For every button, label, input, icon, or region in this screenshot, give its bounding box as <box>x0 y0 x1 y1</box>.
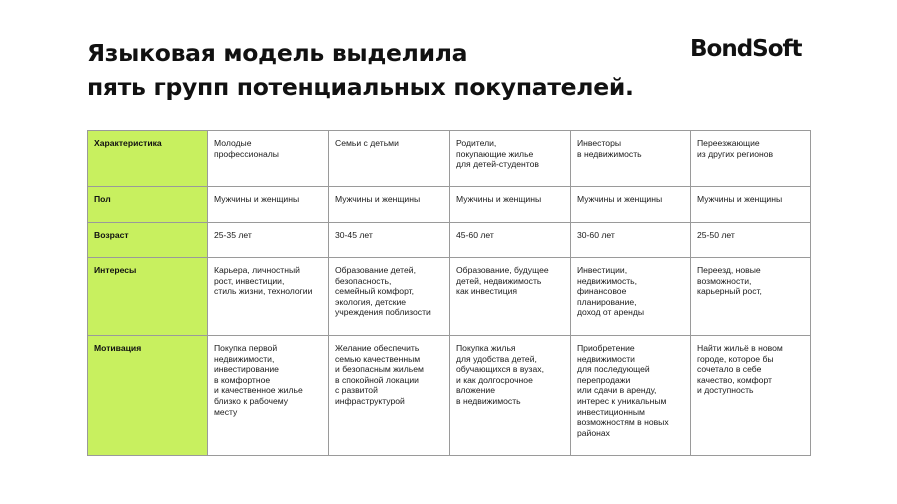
table-cell <box>571 336 691 456</box>
table-row <box>88 223 811 258</box>
cell-text-line: районах <box>577 427 610 438</box>
cell-text-line: в спокойной локации <box>335 374 419 385</box>
cell-text-line: Инвесторы <box>577 138 622 148</box>
cell-text-line: как инвестиция <box>456 286 518 297</box>
cell-text-line: 45-60 лет <box>456 230 494 240</box>
table-cell <box>329 258 450 336</box>
cell-text-line: и безопасным жильем <box>335 364 424 375</box>
cell-text-line: Мужчины и женщины <box>214 194 300 204</box>
buyer-groups-table <box>87 130 811 456</box>
cell-text-line: учреждения поблизости <box>335 307 431 318</box>
cell-text-line: профессионалы <box>214 148 279 159</box>
cell-text-line: стиль жизни, технологии <box>214 286 313 297</box>
title-line: пять групп потенциальных покупателей. <box>87 73 634 101</box>
table-cell <box>329 187 450 223</box>
cell-text-line: Семьи с детьми <box>335 138 399 148</box>
table-cell <box>691 258 811 336</box>
cell-text-line: Образование детей, <box>335 265 416 275</box>
cell-text-line: Приобретение <box>577 343 635 353</box>
cell-text-line: Родители, <box>456 138 497 148</box>
table-cell <box>208 223 329 258</box>
row-label: Возраст <box>88 223 208 258</box>
table-row <box>88 187 811 223</box>
cell-text-line: Желание обеспечить <box>335 343 420 353</box>
cell-text-line: городе, которое бы <box>697 353 774 364</box>
table-cell <box>571 131 691 187</box>
cell-text-line: инвестиционным <box>577 406 645 417</box>
table-cell <box>208 336 329 456</box>
cell-text-line: 30-60 лет <box>577 230 615 240</box>
bondsoft-logo: BondSoft <box>690 36 802 62</box>
cell-text-line: доход от аренды <box>577 307 645 318</box>
cell-text-line: рост, инвестиции, <box>214 275 285 286</box>
table-cell <box>329 336 450 456</box>
cell-text-line: безопасность, <box>335 275 392 286</box>
cell-text-line: с развитой <box>335 385 378 396</box>
cell-text-line: Мужчины и женщины <box>456 194 542 204</box>
cell-text-line: и доступность <box>697 385 754 396</box>
cell-text-line: и как долгосрочное <box>456 374 533 385</box>
cell-text-line: в недвижимость <box>456 395 521 406</box>
cell-text-line: Мужчины и женщины <box>335 194 421 204</box>
cell-text-line: месту <box>214 406 238 417</box>
table-cell <box>450 131 571 187</box>
cell-text-line: перепродажи <box>577 374 631 385</box>
cell-text-line: или сдачи в аренду, <box>577 385 657 396</box>
cell-text-line: инфраструктурой <box>335 395 405 406</box>
table-cell <box>450 223 571 258</box>
table-body <box>88 131 811 456</box>
cell-text-line: детей, недвижимость <box>456 275 542 286</box>
table-cell <box>329 131 450 187</box>
table-row <box>88 131 811 187</box>
table-cell <box>691 187 811 223</box>
cell-text-line: Переезд, новые <box>697 265 761 275</box>
table-cell <box>450 336 571 456</box>
cell-text-line: Инвестиции, <box>577 265 628 275</box>
cell-text-line: покупающие жилье <box>456 148 534 159</box>
cell-text-line: планирование, <box>577 296 637 307</box>
cell-text-line: из других регионов <box>697 148 774 159</box>
cell-text-line: возможностям в новых <box>577 417 669 428</box>
table-cell <box>208 131 329 187</box>
cell-text-line: интерес к уникальным <box>577 395 667 406</box>
cell-text-line: сочетало в себе <box>697 364 762 375</box>
cell-text-line: Мужчины и женщины <box>697 194 783 204</box>
cell-text-line: вложение <box>456 385 496 396</box>
cell-text-line: для детей-студентов <box>456 159 539 170</box>
cell-text-line: Образование, будущее <box>456 265 549 275</box>
table-cell <box>691 131 811 187</box>
table-cell <box>208 187 329 223</box>
cell-text-line: недвижимости <box>577 353 635 364</box>
table-cell <box>450 187 571 223</box>
page-title <box>87 36 634 104</box>
table-row <box>88 258 811 336</box>
cell-text-line: семью качественным <box>335 353 421 364</box>
table-cell <box>691 336 811 456</box>
cell-text-line: недвижимости, <box>214 353 275 364</box>
cell-text-line: качество, комфорт <box>697 374 772 385</box>
cell-text-line: 25-50 лет <box>697 230 735 240</box>
cell-text-line: 30-45 лет <box>335 230 373 240</box>
row-label: Пол <box>88 187 208 223</box>
table-cell <box>208 258 329 336</box>
table-cell <box>571 223 691 258</box>
row-label: Мотивация <box>88 336 208 456</box>
cell-text-line: недвижимость, <box>577 275 638 286</box>
cell-text-line: Найти жильё в новом <box>697 343 783 353</box>
cell-text-line: финансовое <box>577 286 627 297</box>
row-label: Интересы <box>88 258 208 336</box>
cell-text-line: в комфортное <box>214 374 271 385</box>
table-cell <box>450 258 571 336</box>
cell-text-line: Покупка жилья <box>456 343 516 353</box>
table-cell <box>691 223 811 258</box>
cell-text-line: инвестирование <box>214 364 279 375</box>
cell-text-line: экология, детские <box>335 296 407 307</box>
cell-text-line: в недвижимость <box>577 148 642 159</box>
table-row <box>88 336 811 456</box>
row-label: Характеристика <box>88 131 208 187</box>
cell-text-line: Мужчины и женщины <box>577 194 663 204</box>
cell-text-line: 25-35 лет <box>214 230 252 240</box>
cell-text-line: для последующей <box>577 364 650 375</box>
table-cell <box>329 223 450 258</box>
cell-text-line: Переезжающие <box>697 138 760 148</box>
cell-text-line: и качественное жилье <box>214 385 303 396</box>
cell-text-line: обучающихся в вузах, <box>456 364 544 375</box>
table-cell <box>571 258 691 336</box>
cell-text-line: возможности, <box>697 275 752 286</box>
cell-text-line: карьерный рост, <box>697 286 762 297</box>
title-line: Языковая модель выделила <box>87 39 468 67</box>
cell-text-line: Карьера, личностный <box>214 265 300 275</box>
cell-text-line: семейный комфорт, <box>335 286 415 297</box>
cell-text-line: близко к рабочему <box>214 395 289 406</box>
table-cell <box>571 187 691 223</box>
cell-text-line: для удобства детей, <box>456 353 537 364</box>
cell-text-line: Покупка первой <box>214 343 278 353</box>
cell-text-line: Молодые <box>214 138 252 148</box>
